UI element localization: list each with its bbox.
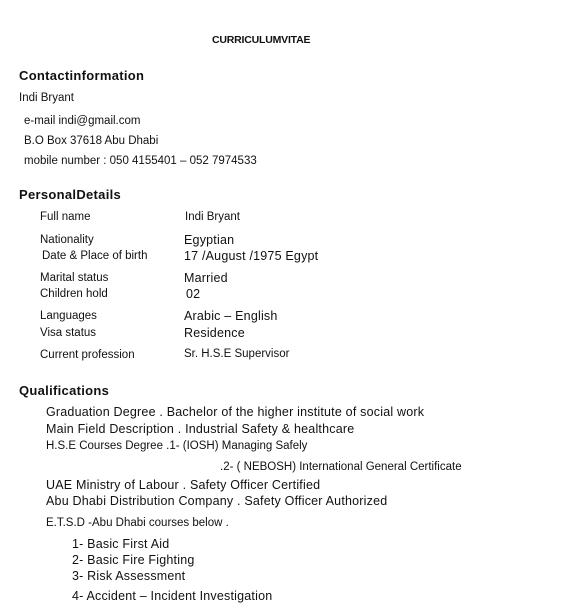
contact-email: e-mail indi@gmail.com [24, 115, 141, 127]
personal-heading: PersonalDetails [19, 187, 122, 202]
course-item: 4- Accident – Incident Investigation [72, 589, 273, 603]
qualification-line: Abu Dhabi Distribution Company . Safety Officer Authorized [46, 494, 388, 508]
qualification-line: Graduation Degree . Bachelor of the higher institute of social work [46, 405, 425, 419]
personal-value-birth: 17 /August /1975 Egypt [184, 249, 319, 263]
contact-name: Indi Bryant [19, 92, 74, 104]
document-title: CURRICULUMVITAE [212, 34, 311, 46]
personal-value-children: 02 [186, 287, 201, 301]
qualification-line: H.S.E Courses Degree .1- (IOSH) Managing Safely [46, 440, 308, 452]
qualification-line: Main Field Description . Industrial Safety & healthcare [46, 422, 355, 436]
personal-label-children: Children hold [40, 288, 108, 300]
course-item: 1- Basic First Aid [72, 537, 170, 551]
personal-label-languages: Languages [40, 310, 97, 322]
personal-value-nationality: Egyptian [184, 233, 235, 247]
contact-mobile: mobile number : 050 4155401 – 052 7974533 [24, 155, 257, 167]
personal-value-languages: Arabic – English [184, 309, 278, 323]
personal-label-visa: Visa status [40, 327, 97, 339]
personal-label-birth: Date & Place of birth [42, 250, 148, 262]
qualification-line: E.T.S.D -Abu Dhabi courses below . [46, 517, 229, 529]
qualifications-heading: Qualifications [19, 383, 110, 398]
contact-heading: Contactinformation [19, 68, 145, 83]
contact-po-box: B.O Box 37618 Abu Dhabi [24, 135, 159, 147]
qualification-line: UAE Ministry of Labour . Safety Officer Certified [46, 478, 321, 492]
personal-label-full-name: Full name [40, 211, 91, 223]
personal-label-marital: Marital status [40, 272, 109, 284]
personal-value-profession: Sr. H.S.E Supervisor [184, 348, 290, 360]
qualification-line: .2- ( NEBOSH) International General Certificate [220, 461, 462, 473]
course-item: 3- Risk Assessment [72, 569, 186, 583]
course-item: 2- Basic Fire Fighting [72, 553, 195, 567]
personal-value-marital: Married [184, 271, 228, 285]
personal-value-visa: Residence [184, 326, 245, 340]
personal-value-full-name: Indi Bryant [185, 211, 240, 223]
personal-label-nationality: Nationality [40, 234, 94, 246]
personal-label-profession: Current profession [40, 349, 135, 361]
